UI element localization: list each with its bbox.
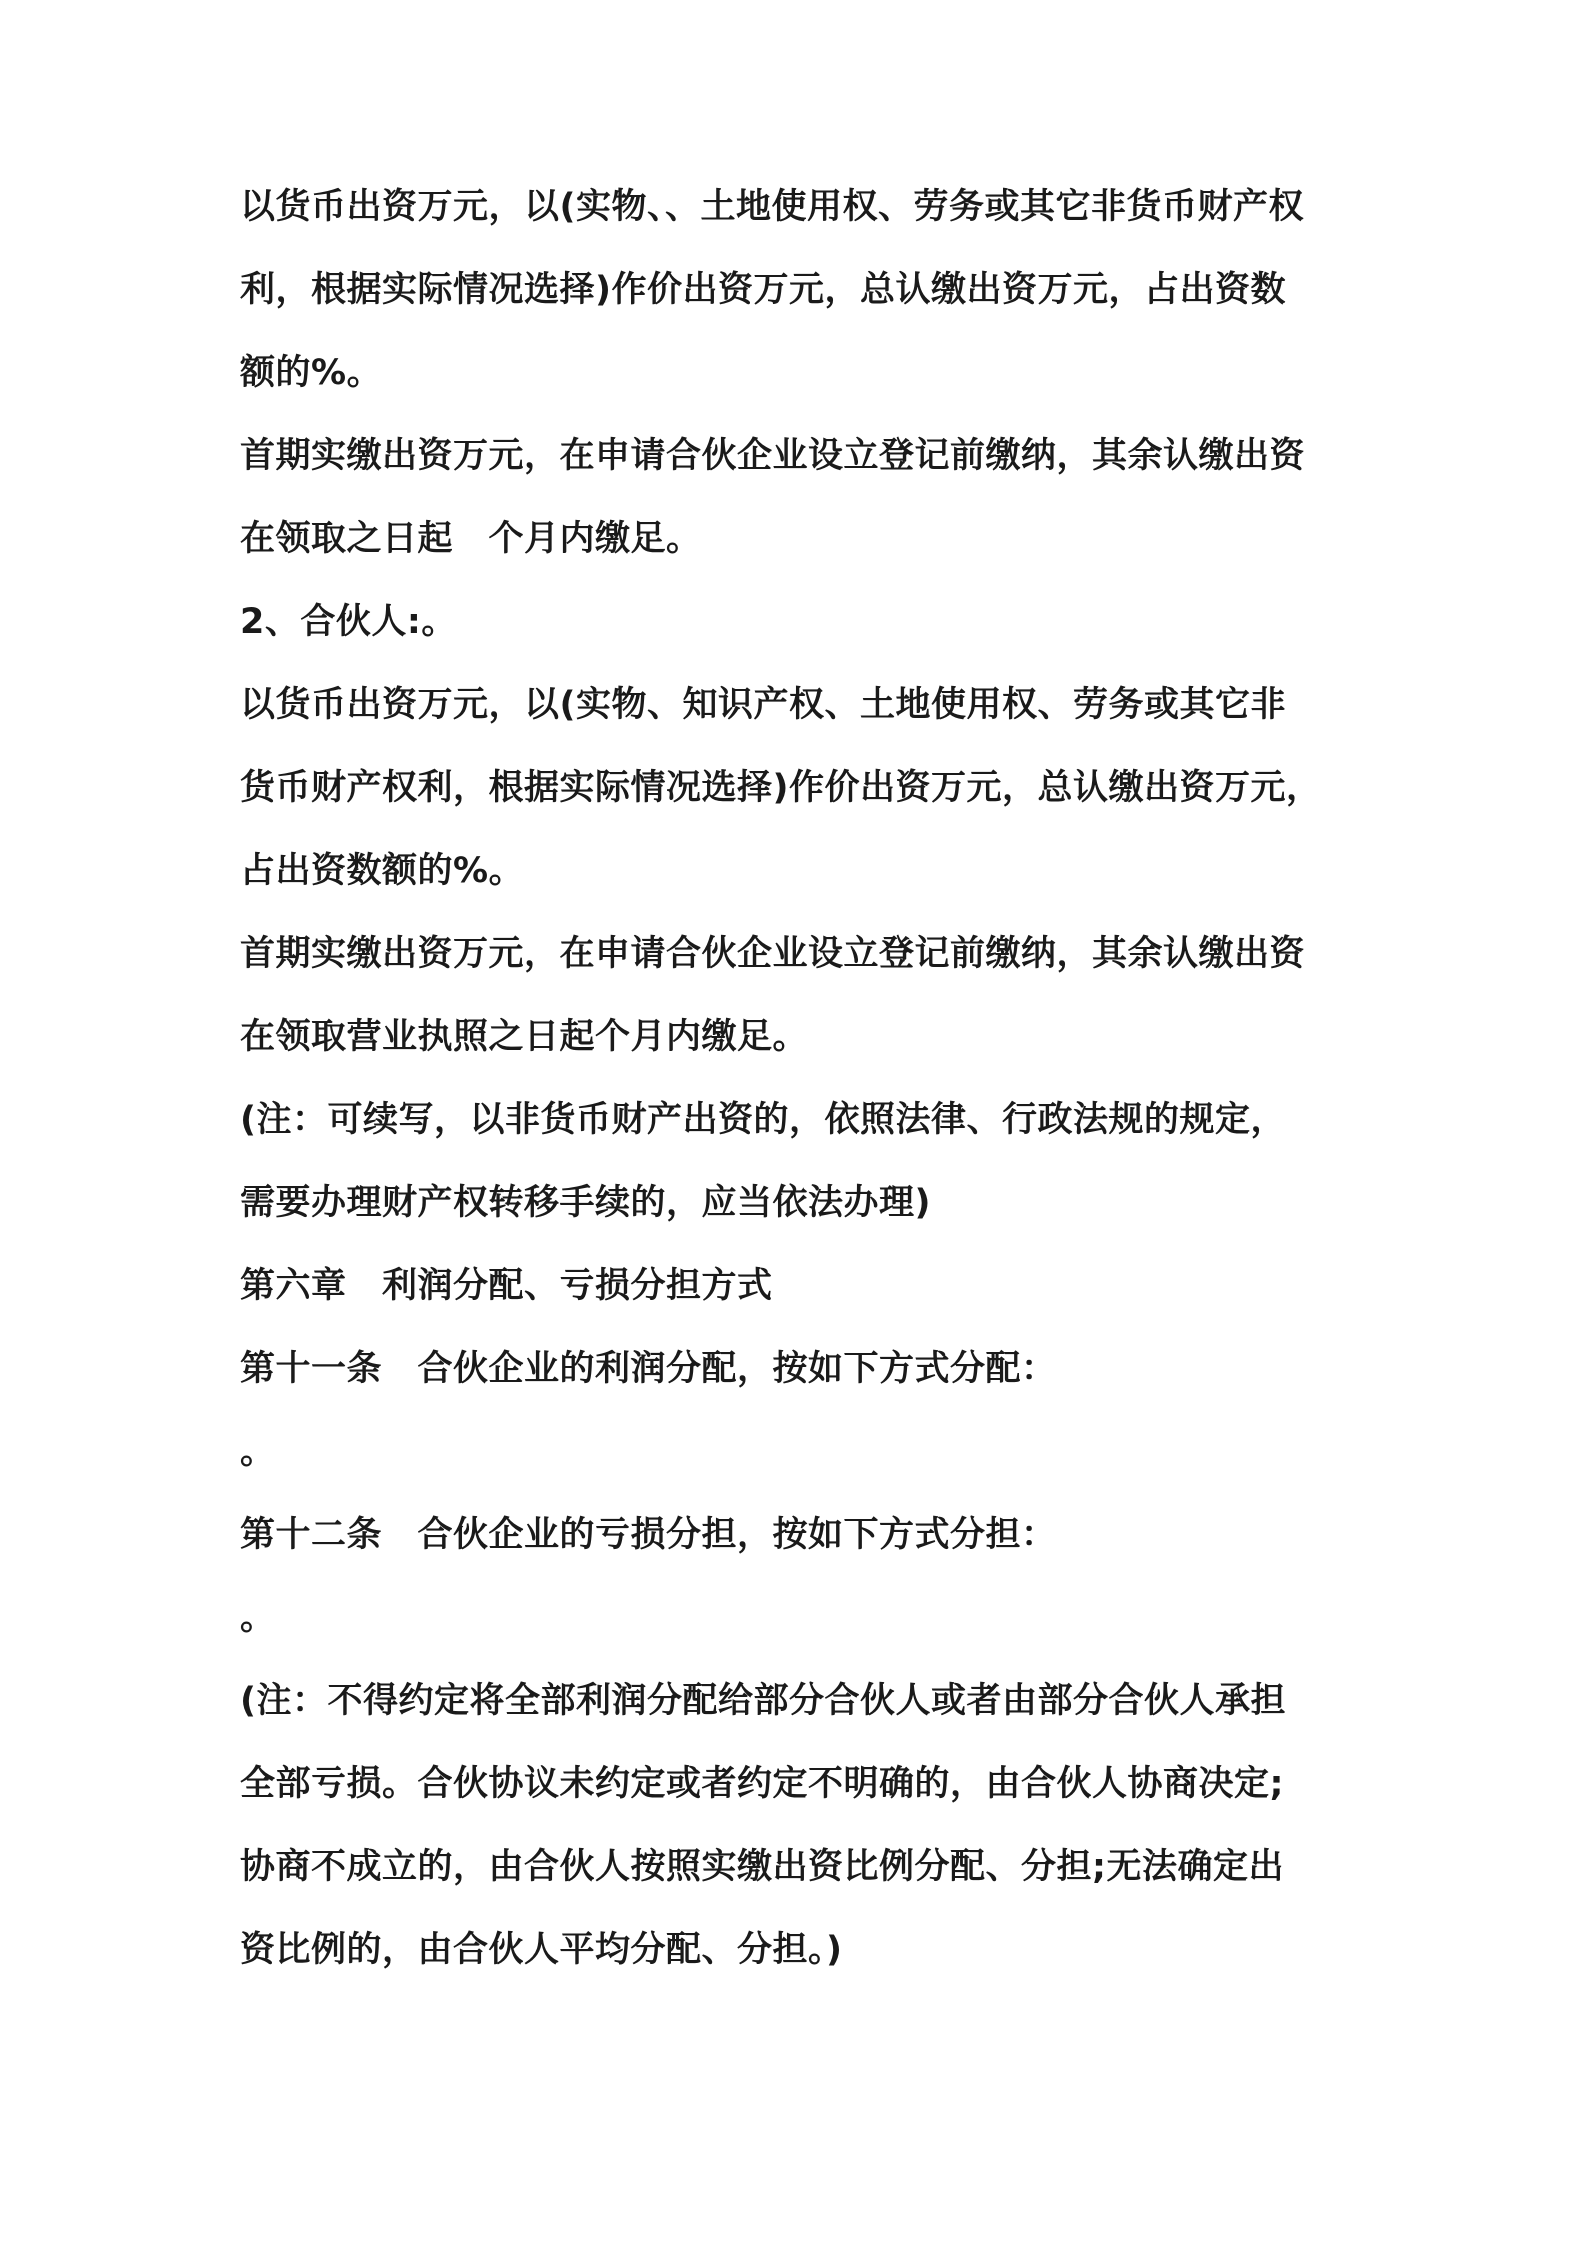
text-line-12: (注：可续写，以非货币财产出资的，依照法律、行政法规的规定， [240, 1100, 1286, 1140]
text-line-7: 以货币出资万元，以(实物、知识产权、土地使用权、劳务或其它非 [240, 685, 1286, 725]
text-line-4: 首期实缴出资万元，在申请合伙企业设立登记前缴纳，其余认缴出资 [240, 436, 1306, 476]
text-line-3: 额的%。 [240, 353, 383, 393]
text-line-11: 在领取营业执照之日起个月内缴足。 [240, 1017, 809, 1057]
text-line-2: 利，根据实际情况选择)作价出资万元，总认缴出资万元，占出资数 [240, 270, 1286, 310]
text-line-20: 全部亏损。合伙协议未约定或者约定不明确的，由合伙人协商决定; [240, 1764, 1284, 1804]
chapter-heading: 第六章 利润分配、亏损分担方式 [240, 1266, 773, 1306]
text-line-16: 。 [240, 1432, 276, 1472]
text-line-21: 协商不成立的，由合伙人按照实缴出资比例分配、分担;无法确定出 [240, 1847, 1284, 1887]
text-line-13: 需要办理财产权转移手续的，应当依法办理) [240, 1183, 931, 1223]
text-line-6: 2、合伙人:。 [240, 602, 457, 642]
text-line-8: 货币财产权利，根据实际情况选择)作价出资万元，总认缴出资万元， [240, 768, 1322, 808]
document-body [240, 185, 1370, 2011]
text-line-1: 以货币出资万元，以(实物、、土地使用权、劳务或其它非货币财产权 [240, 187, 1304, 227]
text-line-18: 。 [240, 1598, 276, 1638]
text-line-22: 资比例的，由合伙人平均分配、分担。) [240, 1930, 843, 1970]
text-line-9: 占出资数额的%。 [240, 851, 525, 891]
text-line-10: 首期实缴出资万元，在申请合伙企业设立登记前缴纳，其余认缴出资 [240, 934, 1306, 974]
text-line-5: 在领取之日起 个月内缴足。 [240, 519, 702, 559]
article-11-heading: 第十一条 合伙企业的利润分配，按如下方式分配： [240, 1349, 1057, 1389]
text-line-19: (注：不得约定将全部利润分配给部分合伙人或者由部分合伙人承担 [240, 1681, 1286, 1721]
article-12-heading: 第十二条 合伙企业的亏损分担，按如下方式分担： [240, 1515, 1057, 1555]
